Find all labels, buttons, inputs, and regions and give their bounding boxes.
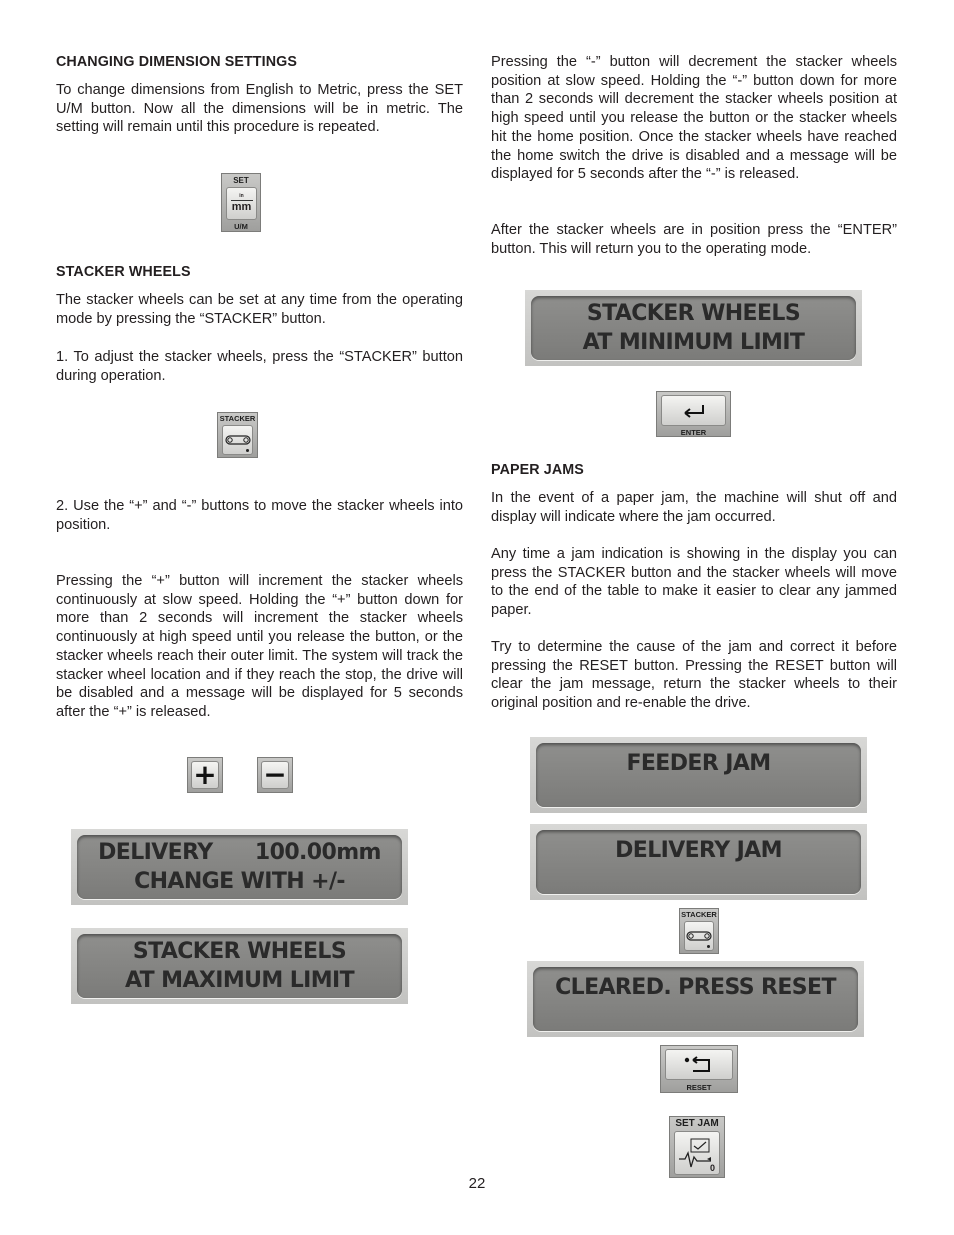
minus-paragraph: Pressing the “-” button will decrement the stacker wheels position at slow speed. Holding the “-” button down for more than 2 seconds will decrement the stacker wheels position at high speed until you release the button or the stacker wheels hit the home position. Once the stacker wheels have reached the home switch the drive is disabled and a message will be displayed for 5 seconds after the “-” is released. <box>491 54 897 183</box>
cleared-display <box>527 961 864 1037</box>
set-jam-label: SET JAM <box>675 1118 719 1129</box>
reset-label: RESET <box>686 1083 712 1092</box>
minus-icon: − <box>261 761 289 789</box>
min-limit-line-1: STACKER WHEELS <box>586 301 801 326</box>
stacker-step-2: 2. Use the “+” and “-” buttons to move the stacker wheels into position. <box>56 498 463 533</box>
reset-button[interactable] <box>660 1045 738 1093</box>
set-jam-button[interactable] <box>669 1116 725 1178</box>
set-um-bottom-label: U/M <box>234 222 248 231</box>
enter-button[interactable] <box>656 391 731 437</box>
feeder-jam-display <box>530 737 867 813</box>
heading-paper-jams: PAPER JAMS <box>491 462 584 478</box>
heading-stacker-wheels: STACKER WHEELS <box>56 264 191 280</box>
delivery-display-line-1: DELIVERY 100.00mm <box>98 840 381 865</box>
delivery-jam-display <box>530 824 867 900</box>
min-limit-display <box>525 290 862 366</box>
stacker-step-1: 1. To adjust the stacker wheels, press the “STACKER” button during operation. <box>56 349 463 384</box>
page-number: 22 <box>468 1175 486 1192</box>
max-limit-line-1: STACKER WHEELS <box>132 939 347 964</box>
stacker-label-jam: STACKER <box>681 910 717 919</box>
set-um-top-label: SET <box>233 176 249 185</box>
stacker-intro: The stacker wheels can be set at any time from the operating mode by pressing the “STACKER” button. <box>56 292 463 327</box>
plus-paragraph: Pressing the “+” button will increment the stacker wheels continuously at slow speed. Holding the “+” button down for more than 2 seconds will increment the stacker wheels continuously at high speed until you release the button, or the stacker wheels reach their outer limit. The system will track the stacker wheel location and if they reach the stop, the drive will be disabled and a message will be displayed for 5 seconds after the “+” is released. <box>56 573 463 720</box>
waveform-icon: 0 <box>674 1131 720 1175</box>
reset-icon <box>665 1049 733 1080</box>
jams-paragraph-1: In the event of a paper jam, the machine will shut off and display will indicate where the jam occurred. <box>491 490 897 525</box>
dimension-body: To change dimensions from English to Metric, press the SET U/M button. Now all the dimensions will be in metric. The setting will remain until this procedure is repeated. <box>56 82 463 136</box>
max-limit-display <box>71 928 408 1004</box>
stacker-button-jam[interactable] <box>679 908 719 954</box>
jams-paragraph-3: Try to determine the cause of the jam and correct it before pressing the RESET button. Pressing the RESET button will clear the jam message, return the stacker wheels to their original position and re-enable the drive. <box>491 639 897 712</box>
minus-button[interactable] <box>257 757 293 793</box>
feeder-jam-line-1: FEEDER JAM <box>626 751 771 776</box>
enter-label: ENTER <box>680 428 707 437</box>
plus-icon: + <box>191 761 219 789</box>
plus-button[interactable] <box>187 757 223 793</box>
conveyor-icon <box>684 921 714 951</box>
delivery-display-line-2: CHANGE WITH +/- <box>134 869 345 894</box>
cleared-line-1: CLEARED. PRESS RESET <box>555 975 836 1000</box>
delivery-jam-line-1: DELIVERY JAM <box>615 838 782 863</box>
set-um-button[interactable] <box>221 173 261 232</box>
min-limit-line-2: AT MINIMUM LIMIT <box>582 330 805 355</box>
enter-paragraph: After the stacker wheels are in position press the “ENTER” button. This will return you to the operating mode. <box>491 222 897 257</box>
stacker-button[interactable] <box>217 412 258 458</box>
max-limit-line-2: AT MAXIMUM LIMIT <box>124 968 355 993</box>
heading-dimension-settings: CHANGING DIMENSION SETTINGS <box>56 54 297 70</box>
units-icon: in mm <box>226 187 257 220</box>
enter-arrow-icon <box>661 395 726 426</box>
conveyor-icon <box>222 425 253 455</box>
stacker-label: STACKER <box>219 414 256 423</box>
delivery-display <box>71 829 408 905</box>
jams-paragraph-2: Any time a jam indication is showing in the display you can press the STACKER button and the stacker wheels will move to the end of the table to make it easier to clear any jammed paper. <box>491 546 897 619</box>
